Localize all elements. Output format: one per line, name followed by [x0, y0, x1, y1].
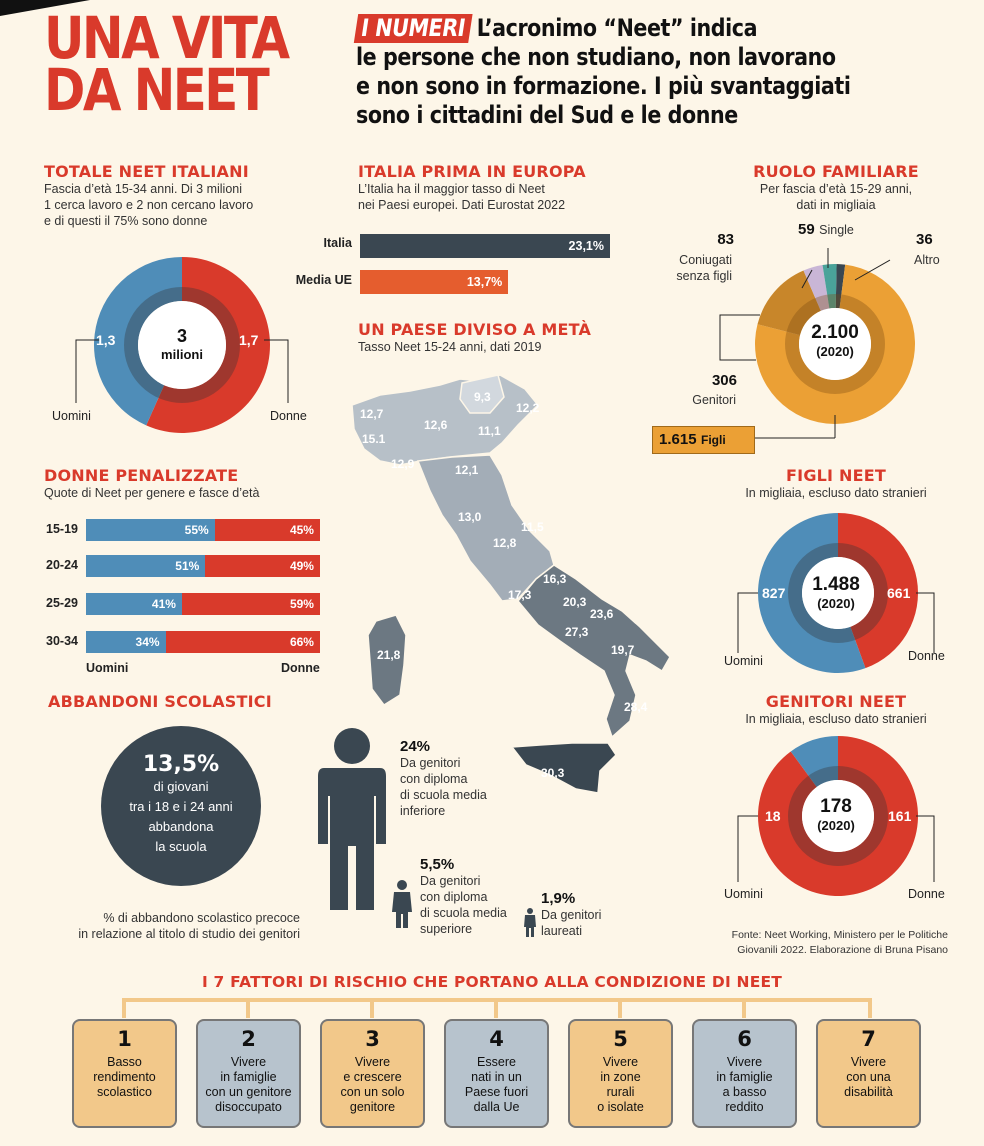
fattore-text: in famiglie: [716, 1070, 773, 1084]
europa-value-italia: 23,1%: [568, 239, 604, 253]
fattore-text: in zone: [600, 1070, 641, 1084]
main-title-line2: DA NEET: [44, 56, 268, 124]
p2-l4: superiore: [420, 922, 473, 936]
header-line3: e non sono in formazione. I più svantaggiati: [356, 72, 851, 100]
totale-sub1: Fascia d’età 15-34 anni. Di 3 milioni: [44, 182, 243, 196]
p1-l1: Da genitori: [400, 756, 461, 770]
genitori-sub: In migliaia, escluso dato stranieri: [745, 712, 927, 726]
fattore-text: Vivere: [850, 1055, 887, 1069]
ruolo-coniugati-value: 83: [717, 231, 734, 248]
map-region-value: 11,5: [521, 520, 544, 534]
p1-l4: inferiore: [400, 804, 446, 818]
europa-bar-ue: [360, 270, 508, 294]
ruolo-genitori-value: 306: [711, 372, 737, 389]
p2-l3: di scuola media: [420, 906, 507, 920]
map-region-value: 16,3: [543, 572, 567, 586]
fattore-number: 6: [737, 1027, 752, 1051]
p3-l2: laureati: [541, 924, 582, 938]
map-region-value: 15.1: [362, 432, 386, 446]
fattore-number: 1: [117, 1027, 132, 1051]
europa-sub2: nei Paesi europei. Dati Eurostat 2022: [358, 198, 566, 212]
p2-value: 5,5%: [420, 856, 455, 873]
map-region-value: 12,8: [493, 536, 517, 550]
p1-value: 24%: [400, 738, 431, 755]
donne-bar-uomini: 55%: [86, 519, 215, 541]
ruolo-center-value: 2.100: [811, 322, 859, 343]
map-region-value: 23,6: [590, 607, 614, 621]
fattore-text: Basso: [107, 1055, 142, 1069]
header-text: [356, 14, 851, 130]
ruolo-genitori-label: Genitori: [692, 393, 736, 407]
ruolo-title: RUOLO FAMILIARE: [753, 162, 919, 181]
genitori-section: [720, 692, 952, 727]
europa-value-ue: 13,7%: [466, 275, 503, 289]
fattore-number: 2: [241, 1027, 256, 1051]
abbandoni-l4: la scuola: [155, 839, 207, 854]
person-icon-small: [523, 908, 537, 938]
fattore-text: Vivere: [726, 1055, 763, 1069]
figli-center-year: (2020): [817, 596, 855, 611]
ruolo-sub1: Per fascia d’età 15-29 anni,: [759, 182, 913, 196]
fattore-box-5: [568, 1019, 673, 1128]
fattore-text: rurali: [606, 1085, 635, 1099]
abbandoni-l3: abbandona: [148, 819, 214, 834]
fattore-text: disoccupato: [215, 1100, 282, 1114]
fattore-text: con un genitore: [205, 1085, 292, 1099]
ruolo-sub2: dati in migliaia: [796, 198, 876, 212]
ruolo-coniugati-label2: senza figli: [676, 269, 732, 283]
totale-sub2: 1 cerca lavoro e 2 non cercano lavoro: [44, 198, 254, 212]
figli-center-value: 1.488: [812, 574, 860, 595]
abbandoni-l2: tra i 18 e i 24 anni: [129, 799, 233, 814]
totale-title: TOTALE NEET ITALIANI: [44, 162, 249, 181]
fonte: [700, 928, 948, 958]
map-region-value: 11,1: [478, 424, 501, 438]
header-line1: L’acronimo “Neet” indica: [476, 14, 758, 42]
abbandoni-p2: [420, 856, 507, 937]
totale-legend-left: Uomini: [52, 409, 91, 423]
p2-l1: Da genitori: [420, 874, 481, 888]
fattori-title: I 7 FATTORI DI RISCHIO CHE PORTANO ALLA CONDIZIONE DI NEET: [201, 973, 783, 991]
map-region-value: 30,3: [541, 766, 565, 780]
fattore-text: Vivere: [230, 1055, 267, 1069]
fattore-text: a basso: [722, 1085, 767, 1099]
main-title-line1: UNA VITA: [44, 4, 288, 72]
paese-title: UN PAESE DIVISO A METÀ: [358, 320, 592, 339]
genitori-label-right: 161: [888, 808, 912, 824]
europa-label-italia: Italia: [323, 236, 352, 250]
map-region-value: 12,7: [360, 407, 384, 421]
genitori-label-left: 18: [765, 808, 781, 824]
fattore-box-7: [816, 1019, 921, 1128]
fattori-connector: [0, 990, 984, 1022]
totale-center: [142, 326, 222, 362]
donne-row-label: 25-29: [46, 596, 78, 610]
donne-bar-donne: 59%: [182, 593, 320, 615]
p1-l2: con diploma: [400, 772, 468, 786]
fattore-text: in famiglie: [220, 1070, 277, 1084]
main-title: [44, 4, 288, 124]
header-line4: sono i cittadini del Sud e le donne: [356, 101, 738, 129]
totale-section: [44, 162, 314, 229]
map-region-value: 27,3: [565, 625, 589, 639]
abbandoni-l1: di giovani: [153, 779, 209, 794]
header-line2: le persone che non studiano, non lavorano: [356, 43, 836, 71]
figli-legend-right: Donne: [908, 649, 945, 663]
ruolo-figli-label: Figli: [701, 433, 726, 447]
totale-sub3: e di questi il 75% sono donne: [44, 214, 208, 228]
map-region-value: 17,3: [508, 588, 532, 602]
europa-label-ue: Media UE: [295, 273, 352, 287]
map-region-value: 21,8: [377, 648, 401, 662]
europa-title: ITALIA PRIMA IN EUROPA: [358, 162, 586, 181]
donne-row-label: 30-34: [46, 634, 78, 648]
ruolo-coniugati-label1: Coniugati: [679, 253, 732, 267]
figli-section: [720, 466, 952, 501]
map-region-value: 13,0: [458, 510, 482, 524]
fattore-box-2: [196, 1019, 301, 1128]
map-region-value: 12,6: [424, 418, 448, 432]
fattore-number: 5: [613, 1027, 628, 1051]
donne-bar-donne: 66%: [166, 631, 320, 653]
figli-center: [796, 574, 876, 611]
paese-sub: Tasso Neet 15-24 anni, dati 2019: [358, 340, 542, 354]
donne-bar-row: [86, 519, 320, 541]
abbandoni-title: ABBANDONI SCOLASTICI: [48, 692, 272, 711]
donne-title: DONNE PENALIZZATE: [44, 466, 239, 485]
fattore-text: con una: [846, 1070, 891, 1084]
donne-sub: Quote di Neet per genere e fasce d’età: [44, 486, 260, 500]
fattore-text: dalla Ue: [473, 1100, 520, 1114]
ruolo-section: [720, 162, 952, 213]
figli-label-left: 827: [762, 585, 786, 601]
p1-l3: di scuola media: [400, 788, 487, 802]
map-region-value: 12,2: [516, 401, 540, 415]
europa-sub1: L’Italia ha il maggior tasso di Neet: [358, 182, 545, 196]
ruolo-single-value: 59: [798, 221, 815, 238]
abbandoni-p1: [400, 738, 487, 819]
donne-bar-donne: 49%: [205, 555, 320, 577]
map-region-value: 12,9: [391, 457, 415, 471]
abbandoni-note2: in relazione al titolo di studio dei genitori: [78, 927, 300, 941]
map-region-value: 28,4: [624, 700, 648, 714]
donne-bar-uomini: 41%: [86, 593, 182, 615]
fattore-text: scolastico: [97, 1085, 152, 1099]
ruolo-center: [790, 322, 880, 359]
fattore-text: Vivere: [602, 1055, 639, 1069]
genitori-center: [796, 796, 876, 833]
genitori-center-year: (2020): [817, 818, 855, 833]
genitori-title: GENITORI NEET: [765, 692, 907, 711]
p3-l1: Da genitori: [541, 908, 602, 922]
map-region-value: 12,1: [455, 463, 479, 477]
map-region-value: 9,3: [474, 390, 491, 404]
person-icon-large: [312, 726, 392, 914]
fattore-text: rendimento: [93, 1070, 156, 1084]
fattore-text: e crescere: [343, 1070, 402, 1084]
fattore-number: 4: [489, 1027, 504, 1051]
fonte-l1: Fonte: Neet Working, Ministero per le Politiche: [731, 929, 948, 941]
fonte-l2: Giovanili 2022. Elaborazione di Bruna Pisano: [737, 944, 948, 956]
abbandoni-note1: % di abbandono scolastico precoce: [103, 911, 300, 925]
ruolo-altro-label: Altro: [914, 253, 940, 267]
donne-bar-uomini: 51%: [86, 555, 205, 577]
fattore-text: reddito: [725, 1100, 764, 1114]
fattore-box-1: [72, 1019, 177, 1128]
paese-section: [358, 320, 591, 355]
totale-center-unit: milioni: [161, 347, 203, 362]
europa-bar-italia: [360, 234, 610, 258]
fattore-box-3: [320, 1019, 425, 1128]
ruolo-altro-value: 36: [916, 231, 933, 248]
figli-label-right: 661: [887, 585, 911, 601]
donne-bar-donne: 45%: [215, 519, 320, 541]
totale-label-right: 1,7: [239, 332, 259, 348]
fattore-text: disabilità: [844, 1085, 893, 1099]
europa-section: [358, 162, 638, 213]
fattore-text: Essere: [477, 1055, 516, 1069]
map-region-value: 19,7: [611, 643, 635, 657]
abbandoni-big: 13,5%: [142, 752, 220, 777]
donne-bar-uomini: 34%: [86, 631, 166, 653]
donne-row-label: 20-24: [46, 558, 78, 572]
p2-l2: con diploma: [420, 890, 488, 904]
ruolo-figli-value: 1.615: [659, 431, 697, 448]
genitori-legend-left: Uomini: [724, 887, 763, 901]
ruolo-single: [798, 221, 854, 239]
totale-label-left: 1,3: [96, 332, 116, 348]
totale-center-value: 3: [176, 326, 187, 346]
abbandoni-p3: [541, 890, 601, 939]
italy-map: [340, 365, 700, 805]
fattore-number: 3: [365, 1027, 380, 1051]
fattore-text: genitore: [349, 1100, 396, 1114]
donne-legend-right: Donne: [281, 661, 320, 675]
fattore-text: Vivere: [354, 1055, 391, 1069]
map-region-value: 20,3: [563, 595, 587, 609]
fattore-text: Paese fuori: [464, 1085, 529, 1099]
figli-legend-left: Uomini: [724, 654, 763, 668]
numeri-tag: I NUMERI: [354, 14, 472, 43]
donne-row-label: 15-19: [46, 522, 78, 536]
ruolo-single-label: Single: [819, 223, 854, 237]
abbandoni-circle: [101, 726, 261, 886]
donne-bar-row: [86, 555, 320, 577]
fattore-number: 7: [861, 1027, 876, 1051]
genitori-legend-right: Donne: [908, 887, 945, 901]
genitori-center-value: 178: [820, 796, 852, 817]
donne-legend-left: Uomini: [86, 661, 129, 675]
donne-section: [44, 466, 259, 501]
p3-value: 1,9%: [541, 890, 576, 907]
totale-legend-right: Donne: [270, 409, 307, 423]
donne-bar-row: [86, 593, 320, 615]
fattore-box-6: [692, 1019, 797, 1128]
figli-title: FIGLI NEET: [786, 466, 886, 485]
fattore-text: o isolate: [597, 1100, 644, 1114]
fattore-box-4: [444, 1019, 549, 1128]
fattore-text: nati in un: [471, 1070, 522, 1084]
donne-bar-row: [86, 631, 320, 653]
figli-sub: In migliaia, escluso dato stranieri: [745, 486, 927, 500]
person-icon-medium: [390, 880, 414, 930]
fattore-text: con un solo: [340, 1085, 405, 1099]
ruolo-center-year: (2020): [816, 344, 854, 359]
